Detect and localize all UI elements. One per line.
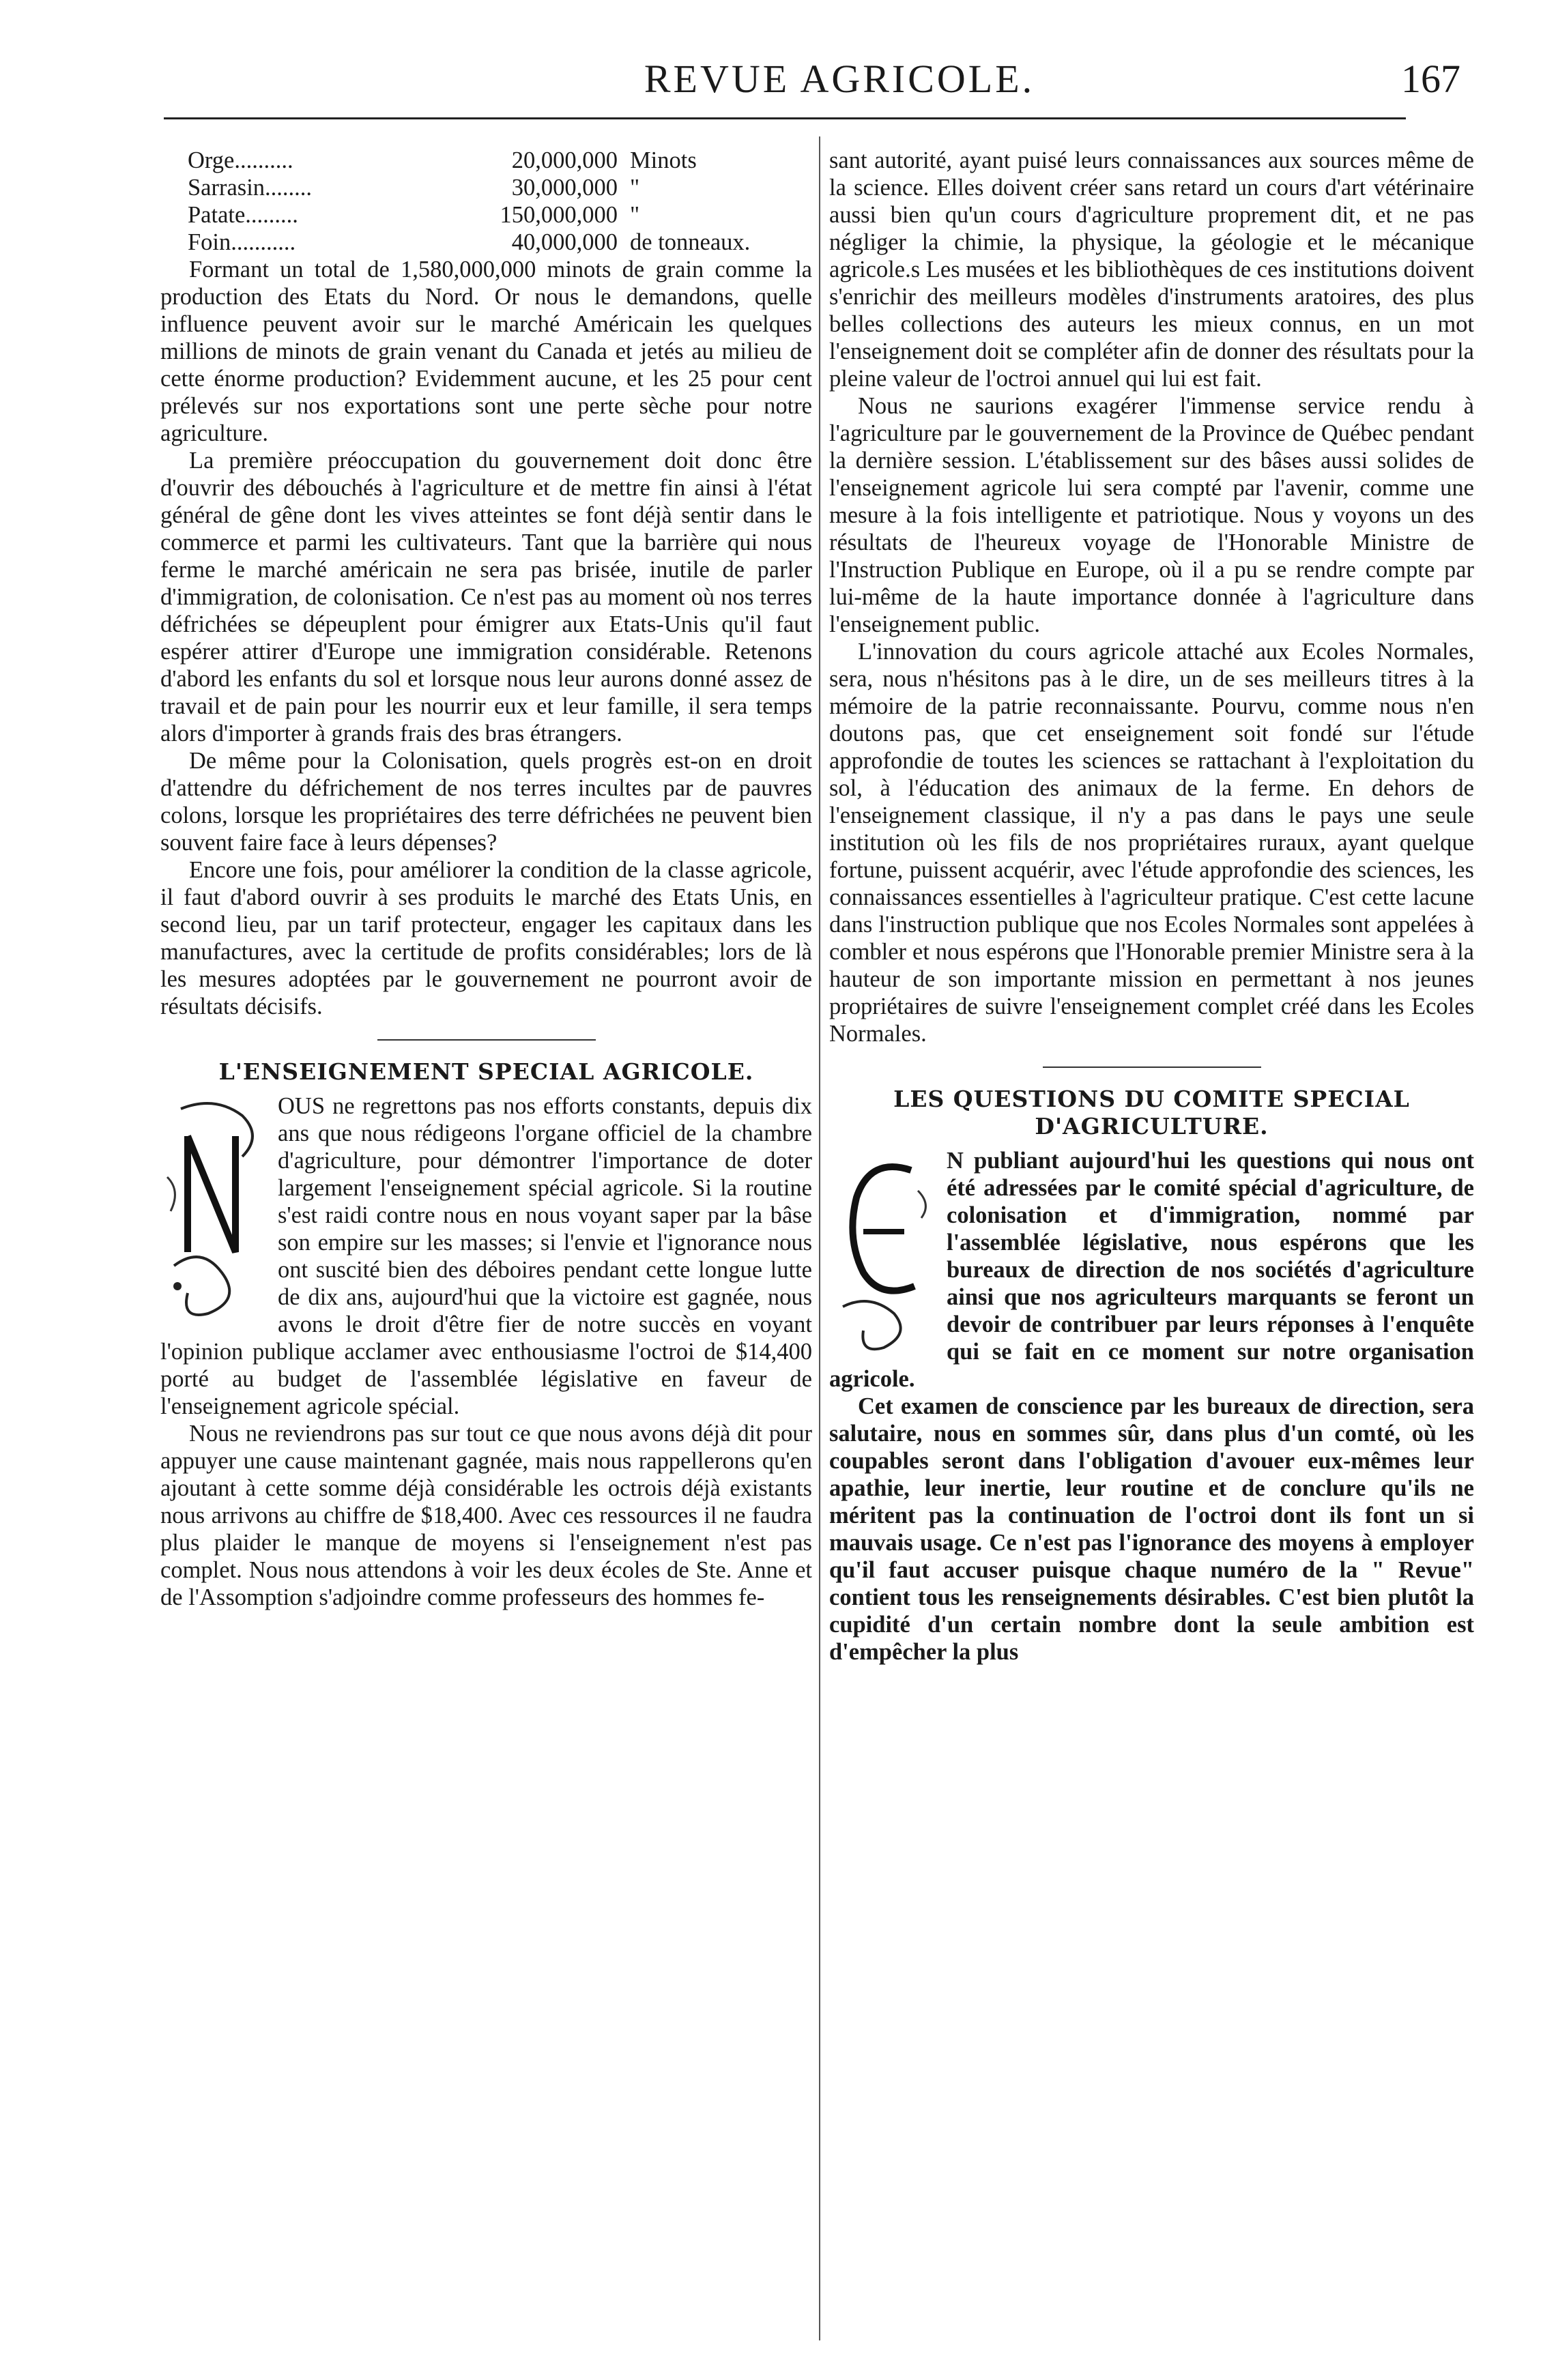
stat-label: Foin........... (188, 229, 296, 255)
ornamental-initial-e-graphic (829, 1150, 938, 1354)
section-title: L'ENSEIGNEMENT SPECIAL AGRICOLE. (218, 1058, 754, 1085)
production-stats (160, 147, 812, 256)
stat-unit: " (630, 202, 640, 228)
stat-label: Sarrasin........ (188, 175, 313, 201)
paragraph: Cet examen de conscience par les bureaux de direction, sera salutaire, nous en sommes sûr, dans plus d'un comté, où les coupables seront dans l'obligation d'avouer eux-mêmes leur apathie, leur inertie, leur routine et de conclure qu'ils ne méritent pas la continuation de l'octroi dont ils font un si mauvais usage. Ce n'est pas l'ignorance des moyens à employer qu'il faut accuser puisque chaque numéro de la " Revue" contient tous les renseignements désirables. C'est bien plutôt la cupidité d'un certain nombre dont la seule ambition est d'empêcher la plus (829, 1393, 1474, 1665)
paragraph: L'innovation du cours agricole attaché aux Ecoles Normales, sera, nous n'hésitons pas à le dire, un de ses meilleurs titres à la mémoire de la patrie reconnaissante. Pourvu, comme nous n'en doutons pas, que cet enseignement soit fondé sur l'étude approfondie de toutes les sciences se rattachant à l'exploitation du sol, à l'éducation des animaux de la ferme. En dehors de l'enseignement classique, il n'y a pas dans le pays une seule institution où les fils de nos propriétaires ruraux, ayant quelque fortune, puissent acquérir, avec l'étude approfondie des sciences, les connaissances essentielles à l'agriculteur pratique. C'est cette lacune dans l'instruction publique que nos Ecoles Normales sont appelées à combler et nous espérons que l'Honorable premier Ministre sera à la hauteur de son importante mission en permettant à nos jeunes propriétaires de suivre l'enseignement complet créé dans les Ecoles Normales. (829, 639, 1474, 1047)
ornamental-initial-e (829, 1150, 938, 1354)
section-separator (377, 1039, 596, 1041)
ornamental-initial-n-graphic (160, 1095, 270, 1327)
paragraph: La première préoccupation du gouvernement doit donc être d'ouvrir des débouchés à l'agriculture et de mettre fin ainsi à l'état général de gêne dont les vives atteintes se font déjà sentir dans le commerce et parmi les cultivateurs. Tant que la barrière qui nous ferme le marché américain ne sera pas brisée, inutile de parler d'immigration, de colonisation. Ce n'est pas au moment où nos terres défrichées se dépeuplent pour émigrer aux Etats-Unis qu'il faut espérer attirer d'Europe une immigration considérable. Retenons d'abord les enfants du sol et lorsque nous leur aurons donné assez de travail et de pain pour les nourrir eux et leur famille, il sera temps alors d'importer à grands frais des bras étrangers. (160, 448, 812, 746)
paragraph: Formant un total de 1,580,000,000 minots de grain comme la production des Etats du Nord. Or nous le demandons, quelle influence peuvent avoir sur le marché Américain les quelques millions de minots de grain venant du Canada et jetés au milieu de cette énorme production? Evidemment aucune, et les 25 pour cent prélevés sur nos exportations sont une perte sèche pour notre agriculture. (160, 257, 812, 446)
paragraph: N publiant aujourd'hui les questions qui nous ont été adressées par le comité spécial d'agriculture, de colonisation et d'immigration, nommé par l'assemblée législative, nous espérons que les bureaux de direction de nos sociétés d'agriculture ainsi que nos agriculteurs marquants se feront un devoir de contribuer par leurs réponses à l'enquête qui se fait en ce moment sur notre organisation agricole. (829, 1148, 1474, 1392)
stat-row (160, 229, 812, 256)
paragraph: De même pour la Colonisation, quels progrès est-on en droit d'attendre du défrichement de nos terres incultes par de pauvres colons, lorsque les propriétaires des terre défrichées ne peuvent bien souvent faire face à leurs dépenses? (160, 748, 812, 856)
stat-unit: de tonneaux. (630, 229, 751, 255)
ornamental-initial-n (160, 1095, 270, 1327)
stat-row (160, 174, 812, 201)
right-column (829, 147, 1474, 1666)
paragraph: Encore une fois, pour améliorer la condition de la classe agricole, il faut d'abord ouvrir à ses produits le marché des Etats Unis, en second lieu, par un tarif protecteur, engager les capitaux dans les manufactures, avec la certitude de profits considérables; lors de là les mesures adoptées par le gouvernement ne pourront avoir de résultats décisifs. (160, 857, 812, 1019)
left-column (160, 147, 812, 1611)
header-rule (164, 117, 1406, 119)
running-head: REVUE AGRICOLE. (644, 57, 1035, 101)
stat-label: Orge.......... (188, 147, 293, 173)
column-divider (819, 136, 820, 2340)
paragraph: Nous ne saurions exagérer l'immense service rendu à l'agriculture par le gouvernement de la Province de Québec pendant la dernière session. L'établissement sur des bâses aussi solides de l'enseignement agricole lui sera compté par l'avenir, comme une mesure à la fois intelligente et patriotique. Nous y voyons un des résultats de l'heureux voyage de l'Honorable Ministre de l'Instruction Publique en Europe, où il a pu se rendre compte par lui-même de la haute importance donnée à l'agriculture dans l'enseignement public. (829, 393, 1474, 637)
section-title: LES QUESTIONS DU COMITE SPECIAL D'AGRICULTURE. (893, 1086, 1410, 1140)
paragraph: sant autorité, ayant puisé leurs connaissances aux sources même de la science. Elles doivent créer sans retard un cours d'art vétérinaire aussi bien qu'un cours d'agriculture proprement dit, et ne pas négliger la chimie, la physique, la géologie et le mécanique agricole.s Les musées et les bibliothèques de ces institutions doivent s'enrichir des meilleurs modèles d'instruments aratoires, des plus belles collections des auteurs les mieux connus, en un mot l'enseignement doit se compléter afin de donner des résultats pour la pleine valeur de l'octroi annuel qui lui est fait. (829, 147, 1474, 392)
stat-row (160, 147, 812, 174)
stat-value: 40,000,000 (511, 229, 618, 255)
page-number: 167 (1401, 57, 1460, 101)
paragraph: OUS ne regrettons pas nos efforts constants, depuis dix ans que nous rédigeons l'organe officiel de la chambre d'agriculture, pour démontrer l'importance de doter largement l'enseignement spécial agricole. Si la routine s'est raidi contre nous en nous voyant saper par la bâse son empire sur les masses; si l'envie et l'ignorance nous ont suscité bien des déboires pendant cette longue lutte de dix ans, aujourd'hui que la victoire est gagnée, nous avons le droit d'être fier de notre succès en voyant l'opinion publique acclamer avec enthousiasme l'octroi de $14,400 porté au budget de l'assemblée législative en faveur de l'enseignement agricole spécial. (160, 1093, 812, 1419)
page-header (157, 56, 1460, 104)
stat-unit: Minots (630, 147, 697, 173)
stat-label: Patate......... (188, 202, 298, 228)
stat-unit: " (630, 175, 640, 201)
paragraph: Nous ne reviendrons pas sur tout ce que nous avons déjà dit pour appuyer une cause maintenant gagnée, mais nous rappellerons qu'en ajoutant à cette somme déjà considérable les octrois déjà existants nous arrivons au chiffre de $18,400. Avec ces ressources il ne faudra plus plaider le manque de moyens si l'enseignement n'est pas complet. Nous nous attendons à voir les deux écoles de Ste. Anne et de l'Assomption s'adjoindre comme professeurs des hommes fe- (160, 1421, 812, 1610)
section-separator (1043, 1066, 1261, 1068)
stat-value: 20,000,000 (511, 147, 618, 173)
stat-value: 30,000,000 (511, 175, 618, 201)
stat-value: 150,000,000 (500, 202, 618, 228)
stat-row (160, 201, 812, 229)
